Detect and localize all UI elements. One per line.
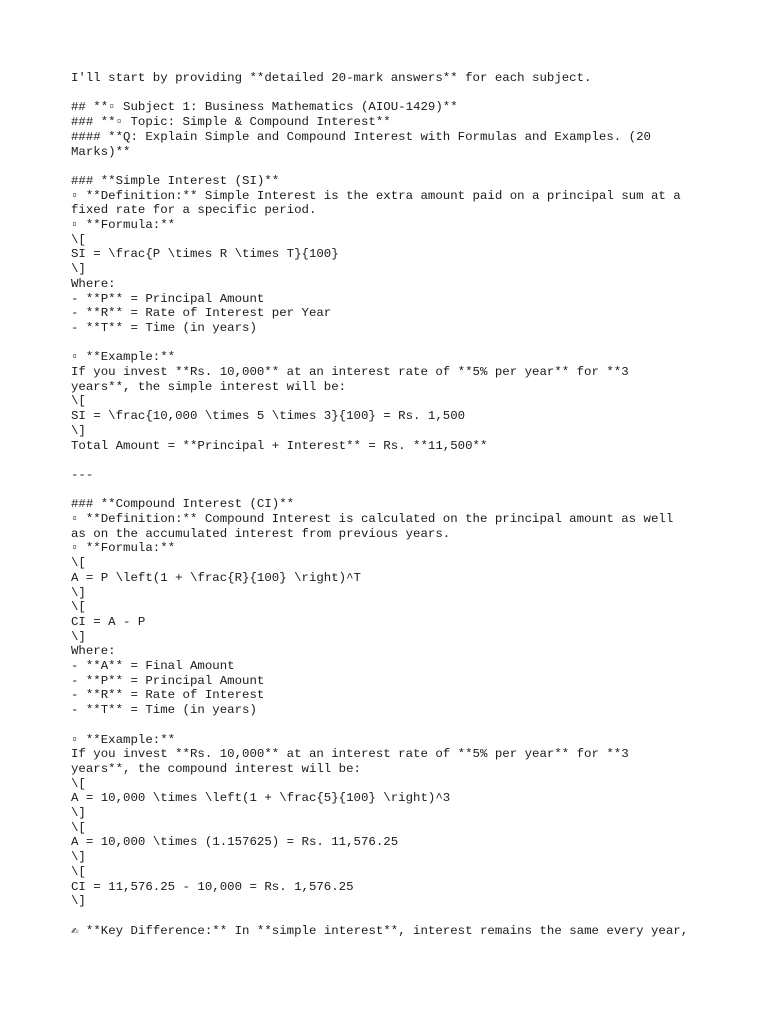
math-delimiter: \[ — [71, 232, 86, 247]
formula-line: CI = 11,576.25 - 10,000 = Rs. 1,576.25 — [71, 879, 354, 894]
formula-line: A = P \left(1 + \frac{R}{100} \right)^T — [71, 570, 361, 585]
math-delimiter: \] — [71, 806, 86, 821]
text-line: I'll start by providing **detailed 20-mark answers** for each subject. — [71, 71, 592, 85]
math-delimiter: \] — [71, 629, 86, 644]
math-delimiter: \[ — [71, 600, 86, 615]
subject-heading: ## **▫ Subject 1: Business Mathematics (AIOU-1429)** — [71, 100, 458, 115]
formula-line: SI = \frac{10,000 \times 5 \times 3}{100} = Rs. 1,500 — [71, 409, 466, 424]
text-line: years**, the simple interest will be: — [71, 379, 347, 394]
formula-line: SI = \frac{P \times R \times T}{100} — [71, 247, 339, 262]
math-delimiter: \] — [71, 423, 86, 438]
text-line — [71, 453, 731, 468]
document-page — [71, 71, 731, 938]
list-item: - **A** = Final Amount — [71, 659, 235, 674]
section-heading-compound-interest: ### **Compound Interest (CI)** — [71, 497, 295, 512]
math-delimiter: \] — [71, 894, 86, 909]
text-line: fixed rate for a specific period. — [71, 203, 317, 218]
text-line: as on the accumulated interest from previous years. — [71, 526, 451, 541]
text-line: ▫ **Definition:** Simple Interest is the extra amount paid on a principal sum at a — [71, 188, 681, 203]
text-line — [71, 336, 731, 351]
math-delimiter: \[ — [71, 776, 86, 791]
formula-line: A = 10,000 \times \left(1 + \frac{5}{100} \right)^3 — [71, 791, 451, 806]
text-line — [71, 86, 731, 101]
section-heading-simple-interest: ### **Simple Interest (SI)** — [71, 173, 280, 188]
text-line: Where: — [71, 644, 116, 659]
text-line: years**, the compound interest will be: — [71, 761, 361, 776]
math-delimiter: \[ — [71, 394, 86, 409]
text-line — [71, 159, 731, 174]
text-line: ▫ **Example:** — [71, 732, 176, 747]
list-item: - **R** = Rate of Interest — [71, 688, 265, 703]
math-delimiter: \[ — [71, 820, 86, 835]
text-line: ▫ **Example:** — [71, 350, 176, 365]
text-line — [71, 483, 731, 498]
text-line: ▫ **Definition:** Compound Interest is calculated on the principal amount as well — [71, 512, 674, 527]
text-line — [71, 909, 731, 924]
list-item: - **P** = Principal Amount — [71, 673, 265, 688]
math-delimiter: \[ — [71, 556, 86, 571]
list-item: - **P** = Principal Amount — [71, 291, 265, 306]
key-difference-line: ✍ **Key Difference:** In **simple interest**, interest remains the same every year, — [71, 923, 689, 938]
text-line: If you invest **Rs. 10,000** at an interest rate of **5% per year** for **3 — [71, 365, 629, 380]
question-heading: #### **Q: Explain Simple and Compound Interest with Formulas and Examples. (20 — [71, 129, 651, 144]
text-line: If you invest **Rs. 10,000** at an interest rate of **5% per year** for **3 — [71, 747, 629, 762]
horizontal-rule: --- — [71, 467, 94, 482]
math-delimiter: \] — [71, 262, 86, 277]
list-item: - **R** = Rate of Interest per Year — [71, 306, 332, 321]
formula-line: CI = A - P — [71, 614, 146, 629]
formula-line: A = 10,000 \times (1.157625) = Rs. 11,576.25 — [71, 835, 399, 850]
text-line: Total Amount = **Principal + Interest** = Rs. **11,500** — [71, 438, 488, 453]
text-line: ▫ **Formula:** — [71, 218, 176, 232]
list-item: - **T** = Time (in years) — [71, 703, 257, 718]
math-delimiter: \[ — [71, 864, 86, 879]
text-line: Marks)** — [71, 144, 131, 159]
topic-heading: ### **▫ Topic: Simple & Compound Interest** — [71, 115, 391, 130]
list-item: - **T** = Time (in years) — [71, 320, 257, 335]
text-line: Where: — [71, 276, 116, 291]
math-delimiter: \] — [71, 585, 86, 600]
text-line: ▫ **Formula:** — [71, 541, 176, 556]
math-delimiter: \] — [71, 850, 86, 865]
text-line — [71, 718, 731, 733]
